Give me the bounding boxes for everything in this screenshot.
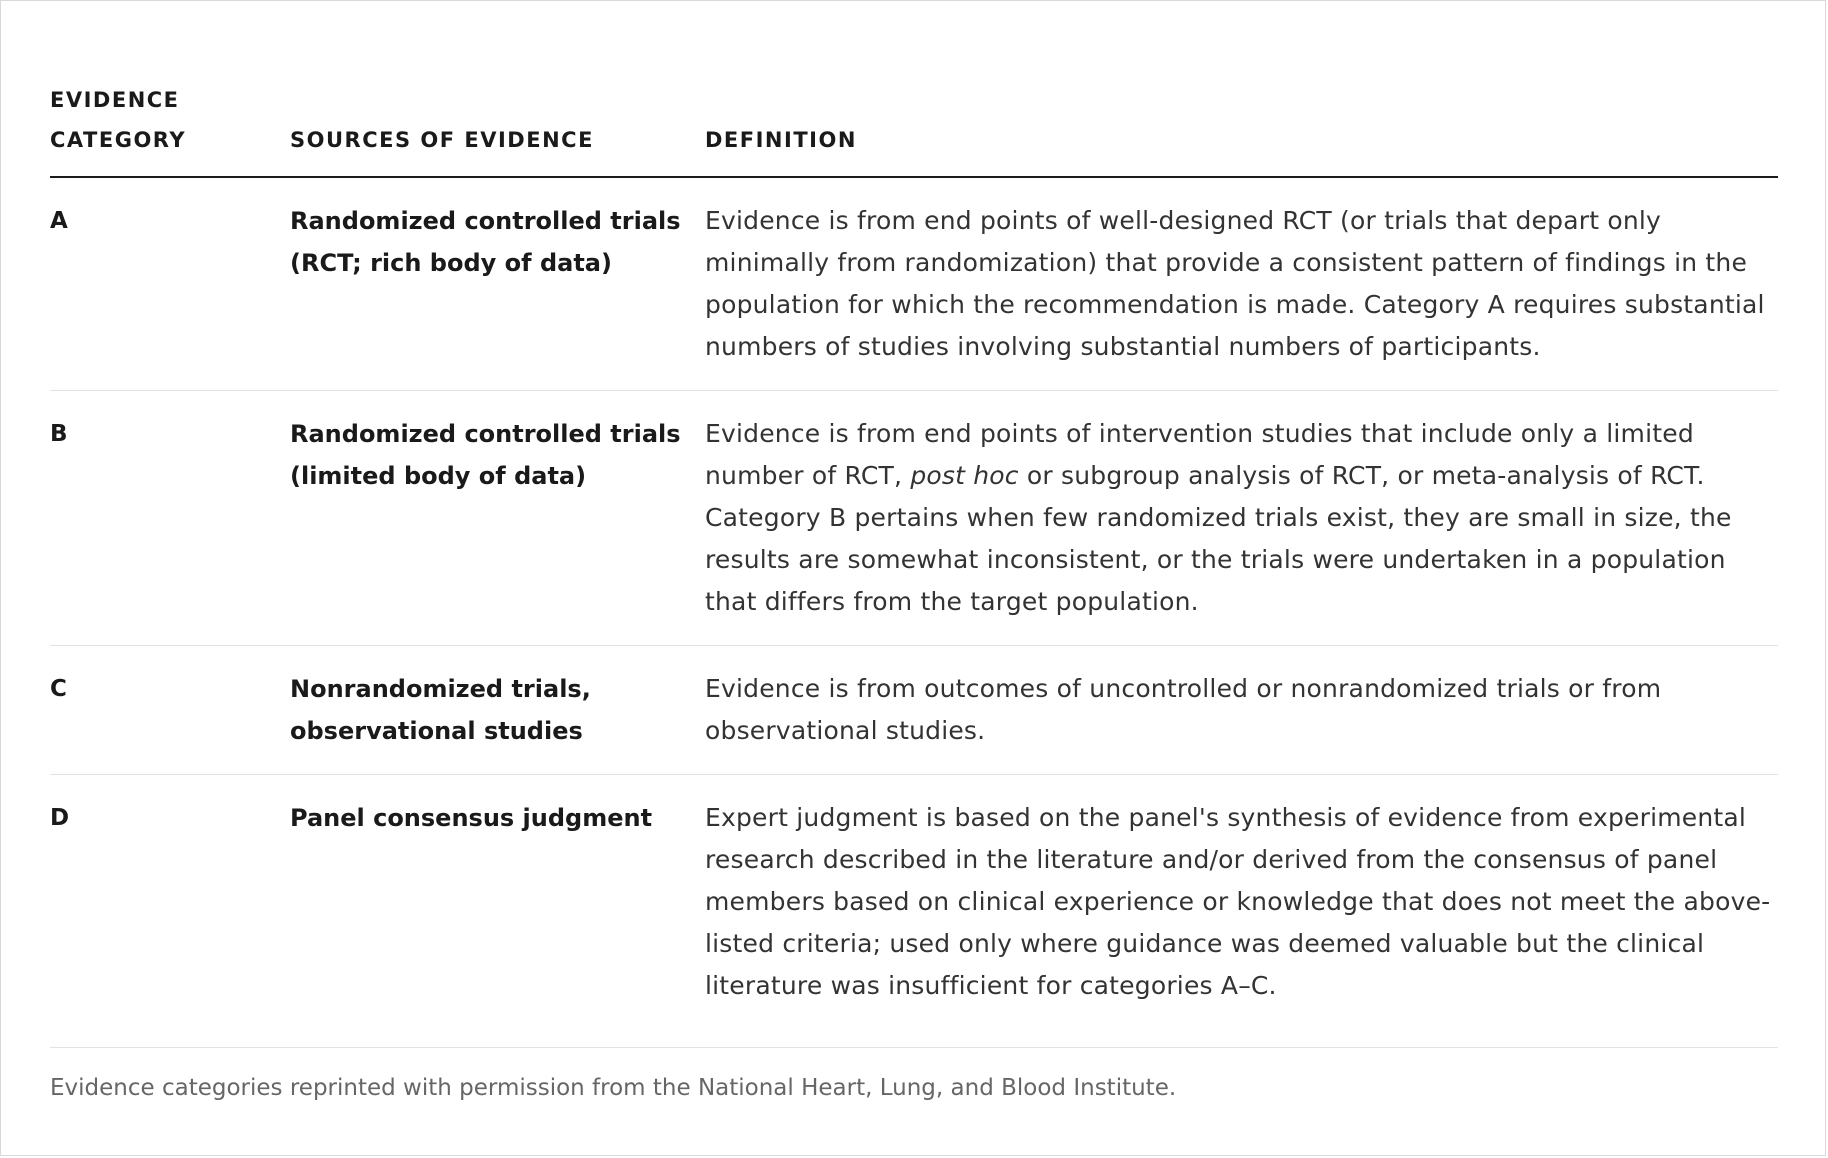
category-cell: C — [50, 646, 290, 775]
category-cell: A — [50, 177, 290, 391]
source-line1: Nonrandomized trials, — [290, 675, 591, 703]
definition-text-italic: post hoc — [910, 461, 1019, 490]
header-definition: DEFINITION — [705, 80, 1778, 177]
source-cell — [290, 646, 705, 775]
table-row-c — [50, 646, 1778, 775]
source-line2: observational studies — [290, 717, 583, 745]
source-cell — [290, 177, 705, 391]
definition-text-before: Evidence is from end points of intervention studies that include only a limited number of RCT, — [705, 419, 1694, 490]
source-line1: Randomized controlled trials — [290, 420, 681, 448]
table-footnote: Evidence categories reprinted with permission from the National Heart, Lung, and Blood Institute. — [50, 1075, 1177, 1101]
header-category-line1: EVIDENCE — [50, 88, 180, 112]
table-row-a — [50, 177, 1778, 391]
definition-text-after: or subgroup analysis of RCT, or meta-analysis of RCT. Category B pertains when few randomized trials exist, they are small in size, the results are somewhat inconsistent, or the trials were undertaken in a population that differs from the target population. — [705, 461, 1732, 616]
header-sources-of-evidence: SOURCES OF EVIDENCE — [290, 80, 705, 177]
evidence-table-container — [50, 80, 1778, 1104]
table-row-d — [50, 775, 1778, 1048]
source-cell — [290, 775, 705, 1048]
source-line2: (RCT; rich body of data) — [290, 249, 612, 277]
source-line2: (limited body of data) — [290, 462, 587, 490]
definition-cell — [705, 391, 1778, 646]
header-evidence-category — [50, 80, 290, 177]
definition-cell: Evidence is from end points of well-designed RCT (or trials that depart only minimally from randomization) that provide a consistent pattern of findings in the population for which the recommendation is made. Category A requires substantial numbers of studies involving substantial numbers of participants. — [705, 177, 1778, 391]
table-row-b — [50, 391, 1778, 646]
header-category-line2: CATEGORY — [50, 128, 187, 152]
table-header-row — [50, 80, 1778, 177]
source-line1: Panel consensus judgment — [290, 804, 653, 832]
category-cell: D — [50, 775, 290, 1048]
evidence-categories-table — [50, 80, 1778, 1048]
source-line1: Randomized controlled trials — [290, 207, 681, 235]
source-cell — [290, 391, 705, 646]
definition-cell: Evidence is from outcomes of uncontrolled or nonrandomized trials or from observational studies. — [705, 646, 1778, 775]
category-cell: B — [50, 391, 290, 646]
definition-cell: Expert judgment is based on the panel's synthesis of evidence from experimental research described in the literature and/or derived from the consensus of panel members based on clinical experience or knowledge that does not meet the above-listed criteria; used only where guidance was deemed valuable but the clinical literature was insufficient for categories A–C. — [705, 775, 1778, 1048]
